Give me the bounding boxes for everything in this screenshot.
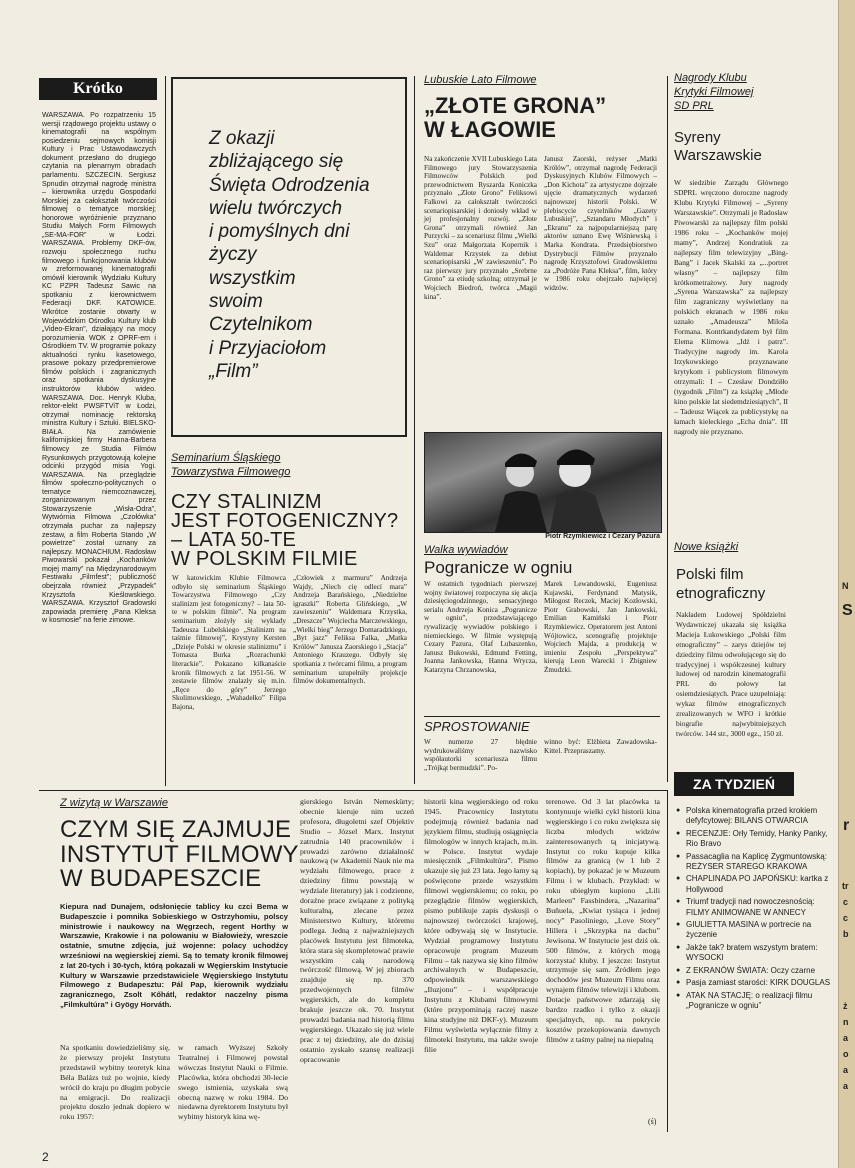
budapeszt-col-3: gierskiego István Nemeskürty; obecnie kieruje nim uczeń profesora, długoletni szef Objektiv Studio – Józsel Marx. Instytut zatrudnia 140 pracowników i prowadzi zarówno działalność naukową (w Akademii Nauk nie ma wydziału filmowego, prace z dziedziny filmu powstają w wydziale literatury) jak i codzienne, doraźne prace związane z polityką kulturalną, zlecane przez Ministerstwo Kultury, któremu podlega. Jedną z najważniejszych placówek Instytutu jest filmoteka, która stara się skompletować prawie wszystkim całą narodową twórczość filmową. W jej zbiorach znajduje się np. 370 przedwojennych filmów węgierskich, ale do kompletu brakuje jeszcze ok. 70. Instytut prowadzi badania nad historią filmu węgierskiego. Ukazało się już wiele prac z tej dziedziny, ale do dzisiaj ostatnio zyskało szansę realizacji opracowanie [300, 797, 414, 1064]
stalinizm-kicker-1: Seminarium Śląskiego [171, 452, 281, 464]
sprostowanie-col-1: W numerze 27 błędnie wydrukowaliśmy nazwisko współautorki scenariusza filmu „Trójkąt bermudzki”. Po- [424, 738, 537, 772]
greeting-line: życzy [209, 244, 257, 266]
za-tydzien-item: ● Triumf tradycji nad nowoczesnością: FILMY ANIMOWANE W ANNECY [676, 897, 836, 918]
lagow-title-1: „ZŁOTE GRONA” [424, 93, 607, 118]
nagrody-title-2: Warszawskie [674, 147, 762, 164]
budapeszt-col-4: historii kina węgierskiego od roku 1945. Pracownicy Instytutu podejmują również badania nad językiem filmu, studiują osiągnięcia filmologów w innych krajach, m.in. w Polsce. Instytut wydaje miesięcznik „Filmkultúra”. Pismo ukazuje się już 23 lata. Jego łamy są poświęcone przede wszystkim filmowi węgierskiemu; co roku, po przeglądzie filmów węgierskich, pismo publikuje zapis dyskusji o najnowszej twórczości krajowej, które odbywają się w Instytucie. Wydział programowy Instytutu opracowuje program Muzeum Filmu – tak nazywa się kino filmów archiwalnych w Budapeszcie, odpowiednik warszawskiego „Iluzjonu” – i współpracuje Instytutu z Klubami filmowymi (które przypominają raczej nasze kina studyjne niż DKF-y). Muzeum Filmu wyświetla wyłącznie filmy z filmoteki Instytutu, ma także swoje filie [424, 797, 538, 1054]
budapeszt-title-line: W BUDAPESZCIE [60, 865, 262, 892]
edge-letter: a [843, 1065, 849, 1075]
za-tydzien-list [676, 806, 836, 1013]
greeting-box [171, 77, 407, 437]
lagow-col-2: Janusz Zaorski, reżyser „Matki Królów”, otrzymał nagrodę Federacji Dyskusyjnych Klubów Filmowych – „Don Kichota” za artystyczne dojrzałe ujęcie dramatycznych wydarzeń najnowszej historii Polski. W plebiscycie czytelników „Gazety Lubuskiej”, „Sztandaru Młodych” i „Ekranu” za najpopularniejszą parę aktorów uznano Ewę Wiśniewską i Marka Kondrata. Przedsiębiorstwo Dystrybucji Filmów przyznało nagrodę Krzysztofowi Gradowskiemu za „Podróże Pana Kleksa”, film, który w 1986 roku obejrzało najwięcej widzów. [544, 155, 657, 292]
stalinizm-col-2: „Człowiek z marmuru” Andrzeja Wajdy, „Niech cię odlecí mara” Andrzeja Barańskiego, „Niedzielne igraszki” Roberta Glińskiego, „W zawieszeniu” Waldemara Krzystka, „Dreszcze” Wojciecha Marczewskiego, „Wielki bieg” Jerzego Domaradzkiego, „Byt jazz” Feliksa Falka, „Matka Królów” Janusza Zaorskiego i „Stacja” Antoniego Krauzego. Odbyły się spotkania z twórcami filmu, a program seminarium uzupełniły projekcje filmów dokumentalnych. [293, 574, 407, 686]
edge-letter: c [843, 897, 849, 907]
greeting-line: zbliżającego się [209, 151, 344, 173]
krotko-text: WARSZAWA. Po rozpatrzeniu 15 wersji rządowego projektu ustawy o kinematografii na wspólnym posiedzeniu sejmowych komisji Kultury i Prac Ustawodawczych dokument przesłano do drugiego czytania na plenarnym obradach parlamentu. SZCZECIN. Sergiusz Spnudin otrzymał nagrodę ministra – kierownika urzędu Gospodarki Morskiej za całokształt twórczości filmowej o tematyce morskiej; honorowe wyróżnienie przyznano Studiu Małych Form Filmowych „SE-MA-FOR” w Łodzi. WARSZAWA. Problemy DKF-ów, rozwoju społecznego ruchu filmowego i funkcjonowania klubów w zreformowanej kinematografii omówił kierownik Wydziału Kultury KC PZPR Tadeusz Sawic na spotkaniu z kierownictwem Federacji DKF. KATOWICE. Wkrótce zostanie otwarty w Wojewódzkim Ośrodku Kultury klub „Video-Ekran”, działający na mocy porozumienia WOK z OPRF-em i Ośrodkiem TV. W programie pokazy aktualności rynku kasetowego, prasowe pokazy przedpremierowe filmów polskich i zagranicznych oraz spotkania dyskusyjne instruktorów klubów wideo. WARSZAWA. Doc. Henryk Kluba, rektor-elekt PWSFTViT w Łodzi, otrzymał nominację rektorską ministra Kultury i Sztuki. BIELSKO-BIAŁA. Na zamówienie kalifornijskiej firmy Hanna-Barbera filmowcy ze Studia Filmów Rysunkowych przygotowują kolejne odcinki przygód misia Yogi. WARSZAWA. Na przeglądzie filmów społeczno-politycznych o tematyce niemcoznawczej, zorganizowanym przez Stowarzyszenie „Wisła-Odra”, Wytwórnia Filmowa „Czołówka” otrzymała puchar za najlepszy zestaw, a film Roberta Stando „W powietrze” został uznany za najlepszy. MONACHIUM. Radosław Piwowarski pokazał „Kochanków mojej mamy” na Międzynarodowym Festiwalu „Filmfest”; publiczność obejrzała również „Przypadek” Krzysztofa Kieślowskiego. WARSZAWA. Krzysztof Gradowski zapowiada premierę „Pana Kleksa w kosmosie” na ferie zimowe. [42, 111, 156, 625]
za-tydzien-title: ZA TYDZIEŃ [693, 776, 775, 792]
stalinizm-title-line: JEST FOTOGENICZNY? [171, 510, 399, 532]
sprostowanie-col-2: winno być: Elżbieta Zawadowska-Kittel. Przepraszamy. [544, 738, 657, 755]
nagrody-kicker-3: SD PRL [674, 100, 714, 112]
lagow-col-1: Na zakończenie XVII Lubuskiego Lata Filmowego jury Stowarzyszenia Filmowców Polskich pod przewodnictwem Ryszarda Koniczka przyznało „Złote Grono” Feliksowi Falkowi za całokształt twórczości scenariopisarskiej i doniosły wkład w jej profesjonalny rozwój. „Złote Grona” otrzymali również Jan Purzycki – za scenariusz filmu „Wielki Szu” oraz Małgorzata Kopernik i Waldemar Krzystek za debiut scenariopisarski „W zawieszeniu”. Po raz pierwszy jury przyznało „Srebrne Grono” za etiudę szkolną; otrzymał je Wojciech Biedroń, twórca „Magii kina”. [424, 155, 537, 301]
photo-caption: Piotr Rzymkiewicz i Cezary Pazura [545, 533, 660, 540]
rule-bottom [39, 790, 667, 791]
edge-letter: a [843, 1033, 849, 1043]
za-tydzien-item: ● ATAK NA STACJĘ: o realizacji filmu „Pogranicze w ogniu” [676, 991, 836, 1012]
budapeszt-signature: (ś) [648, 1117, 657, 1126]
lagow-title-2: W ŁAGOWIE [424, 117, 556, 142]
za-tydzien-item: ● Z EKRANÓW ŚWIATA: Oczy czarne [676, 966, 836, 976]
edge-letter: a [843, 1081, 849, 1091]
ksiazki-title-1: Polski film [676, 566, 744, 583]
budapeszt-lead: Kiepura nad Dunajem, odsłonięcie tablicy ku czci Bema w Budapeszcie i pomnika Sobieskiego w Ostrzyhomiu, polscy ministrowie i naukowcy na Węgrzech, regent Horthy w Warszawie, Krakowie i na polowaniu w Białowieży, wreszcie ostatnie, smutne zdjęcia, już wojenne: polacy uchodźcy wrześniowi na węgierskiej ziemi. Są to tematy kronik filmowej z lat 20-tych i 30-tych, którą pokazali w Węgierskim Instytucie Kultury w Warszawie przedstawiciele Węgierskiego Instytutu Filmowego z Budapesztu: Pál Pap, kierownik wydziału zagranicznego, Zsolt Kőhátl, redaktor naczelny pisma „Filmkultúra” i Gyögy Horváth. [60, 902, 288, 1009]
greeting-line: swoim [209, 291, 263, 313]
edge-letter: n [843, 1017, 849, 1027]
greeting-line: „Film” [209, 360, 258, 382]
greeting-line: Święta Odrodzenia [209, 174, 370, 196]
budapeszt-col-5: terenowe. Od 3 lat placówka ta kontynuuje wielki cykl historii kina węgierskiego i co roku zwiększa się liczba młodych widzów zainteresowanych tą inicjatywą. Instytut co roku kupuje kilka filmów za granicą (w 1 lub 2 kopiach), by pokazać je w Muzeum Filmu i w klubach. Przykład: w roku ubiegłym kupiono „Lili Marleen” Fassbindera, „Nazarina” Buñuela, „Kwiat tysiąca i jednej nocy” Pasoliniego, „Love Story” Hillera i „Skrzypka na dachu” Jewisona. W Instytucie jest dziś ok. 500 filmów, z których mogą korzystać kluby. I jeszcze: Instytut utrzymuje się sam. Źródłem jego dochodów jest Muzeum Filmu oraz wynajem filmów telewizji i klubom. Dotacje państwowe zdarzają się bardzo rzadko i tylko z okazji specjalnych, np. na pokrycie kosztów przekopiowania dawnych filmów z taśmy palnej na niepalną [546, 797, 660, 1044]
greeting-line: wielu twórczych [209, 197, 343, 219]
pogranicze-col-2: Marek Lewandowski, Eugeniusz Kujawski, Ferdynand Matysik, Miłogost Reczek, Maciej Kozłowski, Piotr Grabowski, Jan Jankowski, Emilian Kamiński i Piotr Rzymkiewicz. Operatorem jest Antoni Wójtowicz, scenografię projektuje Wojciech Majda, a produkcją w imieniu Zespołu „Perspektywa” kierują Leon Warecki i Zbigniew Żmudzki. [544, 580, 657, 674]
za-tydzien-item: ● Passacaglia na Kaplicę Zygmuntowską: REŻYSER STAREGO KRAKOWA [676, 852, 836, 873]
page-number: 2 [42, 1150, 49, 1164]
rule-left [165, 76, 166, 786]
pogranicze-col-1: W ostatnich tygodniach pierwszej wojny światowej rozpoczyna się akcja dziesięciogodzinnego, sensacyjnego serialu Andrzeja Konica „Pogranicze w ogniu”, przedstawiającego rywalizację wywiadów polskiego i niemieckiego. W filmie występują Cezary Pazura, Olaf Lubaszenko, Janusz Bukowski, Edmund Fetting, Joanna Jankowska, Hanna Wrycza, Katarzyna Chrzanowska, [424, 580, 537, 674]
rule-right [667, 76, 668, 782]
edge-letter: b [843, 929, 849, 939]
greeting-line: i Przyjaciołom [209, 337, 327, 359]
rule-mid [414, 76, 415, 784]
film-still-photo [424, 432, 662, 533]
nagrody-title-1: Syreny [674, 129, 721, 146]
edge-letter: ż [843, 1001, 848, 1011]
za-tydzien-item: ● Jakże tak? bratem wszystym bratem: WYSOCKI [676, 943, 836, 964]
ksiazki-title-2: etnograficzny [676, 585, 766, 602]
budapeszt-col-2: w ramach Wyższej Szkoły Teatralnej i Filmowej powstał wówczas Instytut Nauki o Filmie. Placówka, która obchodzi 30-lecie swego istnienia, uzyskała swą obecną nazwę w roku 1984. Do niedawna dyrektorem Instytutu był wybitny historyk kina wę- [178, 1043, 288, 1122]
sprostowanie-title: SPROSTOWANIE [424, 719, 530, 734]
rule-bottom-right [667, 790, 668, 1132]
stalinizm-title-line: – LATA 50-TE [171, 529, 297, 551]
za-tydzien-item: ● CHAPLINADA PO JAPOŃSKU: kartka z Hollywood [676, 874, 836, 895]
edge-letter: c [843, 913, 849, 923]
za-tydzien-item: ● Polska kinematografia przed krokiem defyfcytowej: BILANS OTWARCIA [676, 806, 836, 827]
nagrody-kicker-2: Krytyki Filmowej [674, 86, 754, 98]
za-tydzien-item: ● Pasja zamiast starości: KIRK DOUGLAS [676, 978, 836, 988]
stalinizm-title [171, 493, 398, 569]
lagow-kicker: Lubuskie Lato Filmowe [424, 74, 537, 86]
za-tydzien-item: ● GIULIETTA MASINA w portrecie na życzenie [676, 920, 836, 941]
stalinizm-kicker-2: Towarzystwa Filmowego [171, 466, 291, 478]
sprostowanie-rule [424, 716, 660, 717]
greeting-line: Czytelnikom [209, 314, 313, 336]
stalinizm-title-line: CZY STALINIZM [171, 491, 322, 513]
nagrody-kicker-1: Nagrody Klubu [674, 72, 747, 84]
edge-letter: o [843, 1049, 849, 1059]
pogranicze-title: Pogranicze w ogniu [424, 558, 573, 577]
za-tydzien-item: ● RECENZJE: Orły Temidy, Hanky Panky, Rio Bravo [676, 829, 836, 850]
budapeszt-title [60, 818, 299, 892]
nagrody-text: W siedzibie Zarządu Głównego SDPRL wręczono doroczne nagrody Klubu Krytyki Filmowej – „Syreny Warszawskie”. Otrzymali je Radosław Piwowarski za najlepszy film polski 1986 roku – „Kochanków mojej mamy”, Andrzej Kondratiuk za najlepszy film telewizyjny „Bing-Bang” i Jacek Skalski za „...portret własny” – najlepszy film krótkometrażowy. Jury nagrody „Syrena Warszawska” za najlepszy film zagraniczny wyświetlany na polskich ekranach w 1986 roku uznało „Amadeusza” Miloša Formana. Kontrkandydatem był film Elema Klimowa „Idź i patrz”. Tradycyjne nagrody im. Karola Irzykowskiego przyznawane krytykom i publicystom filmowym otrzymali: I – Czesław Dondziłło (tygodnik „Film”) za książkę „Młode kino polskie lat siedemdziesiątych”, II – Tadeusz Wiącek za publicystykę na łamach kieleckiego „Echa dnia”. III nagrody nie przyznano. [674, 178, 788, 436]
stalinizm-title-line: W POLSKIM FILMIE [171, 548, 358, 570]
edge-letter: r [843, 817, 850, 834]
ksiazki-kicker: Nowe książki [674, 541, 739, 553]
budapeszt-kicker: Z wizytą w Warszawie [60, 797, 168, 809]
budapeszt-col-1: Na spotkaniu dowiedzieliśmy się, że pierwszy projekt Instytutu przedstawił wybitny teoretyk kina Béla Balázs tuż po wojnie, kiedy wrócił do kraju po długim pobycie na emigracji. Do realizacji projektu doszło jednak dopiero w roku 1957: [60, 1043, 170, 1122]
ksiazki-text: Nakładem Ludowej Spółdzielni Wydawniczej ukazała się książka Macieja Łukowskiego „Polski film etnograficzny” – zarys dziejów tej dziedziny filmu odwołującego się do tradycyjnej i współczesnej kultury ludowej od narodzin kinematografii PRL do połowy lat osiemdziesiątych. Prace uzupełniają: wykaz filmów etnograficznych zrealizowanych w WFO i krótkie biografie najwybitniejszych twórców. 144 str., 3000 egz., 150 zł. [676, 610, 786, 738]
edge-letter: tr [842, 881, 849, 891]
pogranicze-kicker: Walka wywiadów [424, 544, 508, 556]
budapeszt-title-line: CZYM SIĘ ZAJMUJE [60, 816, 292, 843]
edge-letter: N [842, 581, 849, 591]
greeting-line: wszystkim [209, 267, 296, 289]
greeting-line: i pomyślnych dni [209, 221, 350, 243]
krotko-title: Krótko [73, 80, 123, 97]
greeting-line: Z okazji [209, 128, 275, 149]
budapeszt-title-line: INSTYTUT FILMOWY [60, 840, 299, 868]
stalinizm-col-1: W katowickim Klubie Filmowca odbyło się seminarium Śląskiego Towarzystwa Filmowego „Czy stalinizm jest fotogeniczny? – lata 50-te w polskim filmie”. Na program seminarium złożyły się wykłady Tadeusza Lubelskiego „Stalinizm na taśmie filmowej”, Krystyny Kersten „Dzieje Polski w okresie stalinizmu” i Tomasza Burka „Rozrachunki literackie”. Pokazano kilkanaście kronik filmowych z lat 1951-56. W zestawie filmów znalazły się m.in. „Ręce do góry” Jerzego Skolimowskiego, „Wahadełko” Filipa Bajona, [172, 574, 286, 711]
edge-letter: S [842, 602, 853, 619]
